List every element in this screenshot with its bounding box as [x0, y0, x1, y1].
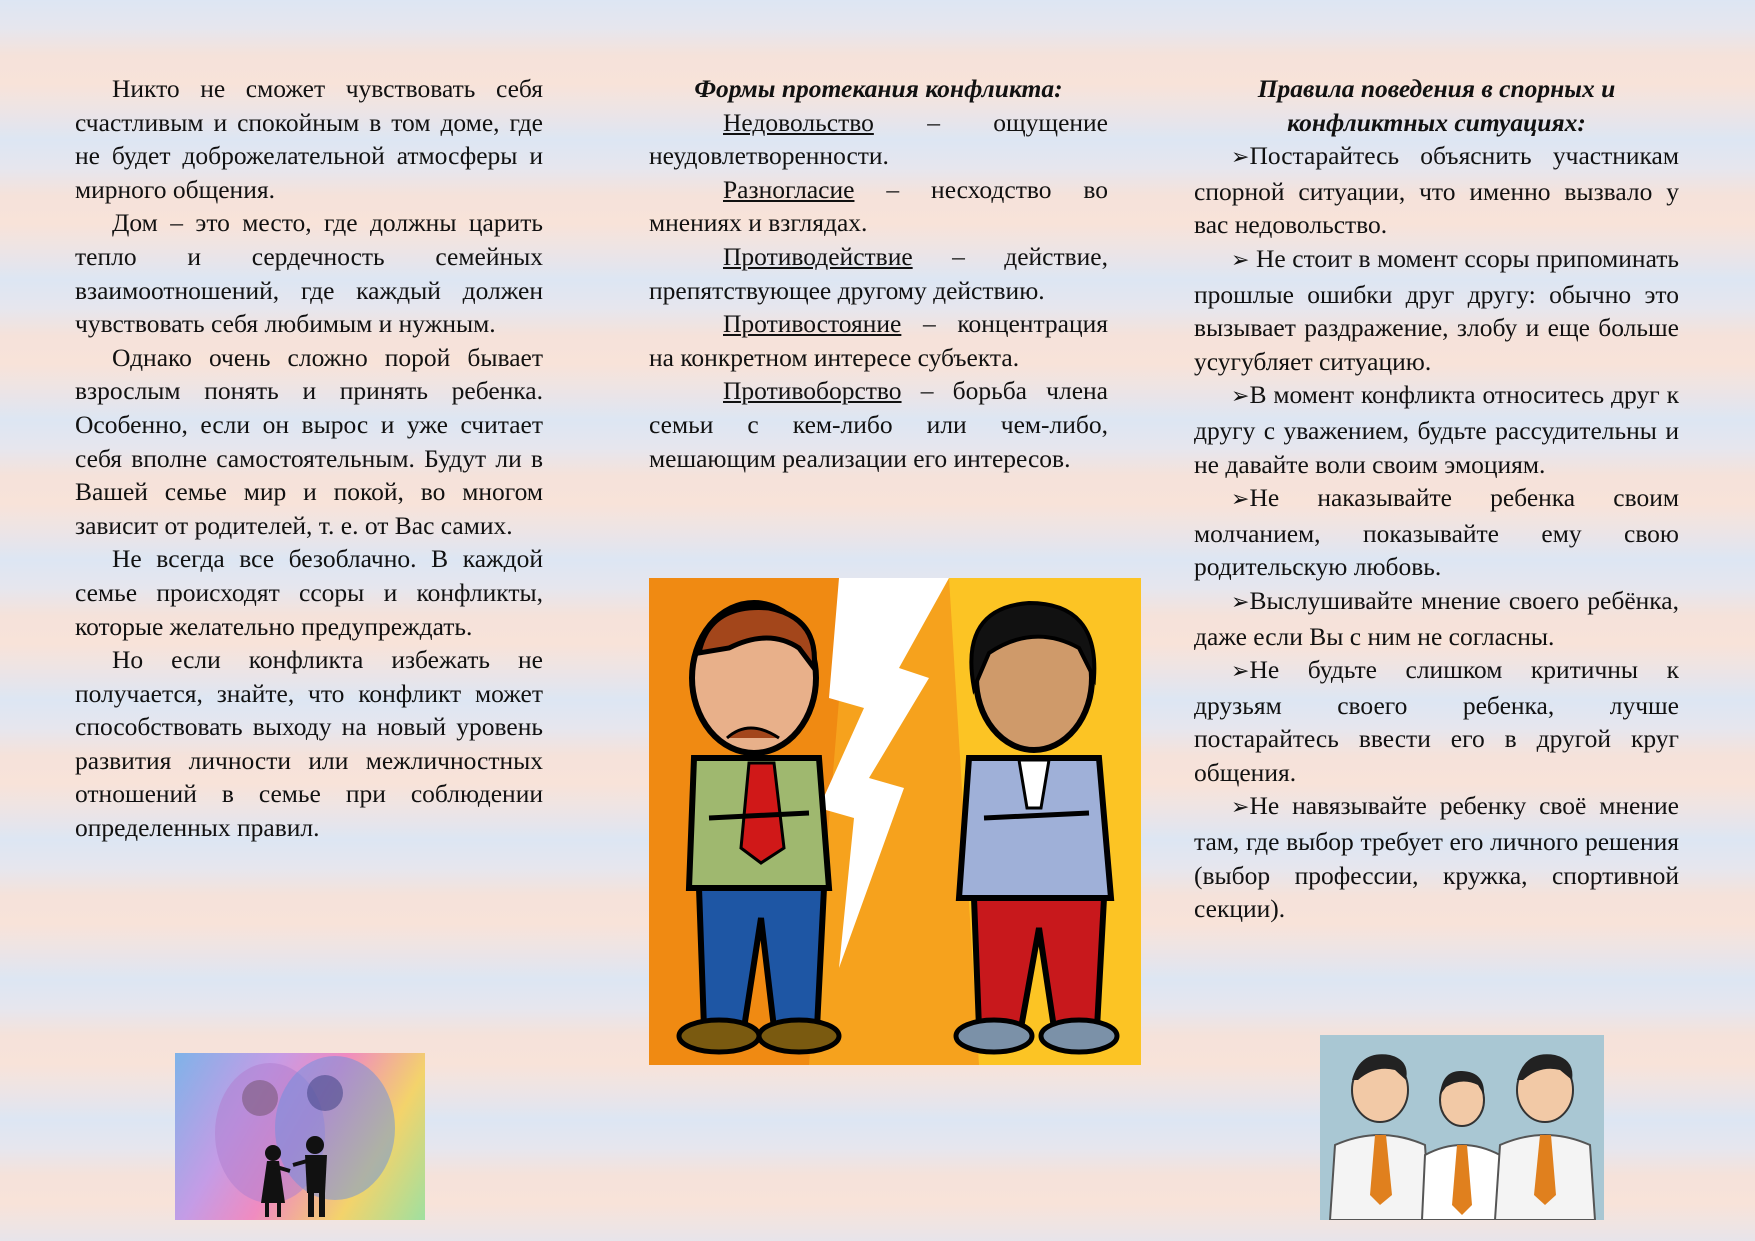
rules-heading: Правила поведения в спорных и конфликтных ситуациях: — [1257, 74, 1616, 137]
rule-item — [1194, 789, 1679, 925]
arrow-bullet-icon: ➢ — [1231, 589, 1250, 615]
arrow-bullet-icon: ➢ — [1231, 247, 1250, 273]
arrow-bullet-icon: ➢ — [1231, 145, 1250, 171]
conflict-forms-column — [649, 72, 1108, 475]
rule-item — [1194, 139, 1679, 242]
rule-text: Постарайтесь объяснить участникам спорной ситуации, что именно вызвало у вас недовольство. — [1194, 141, 1679, 240]
conflict-form-definition: – действие, препятствующее другому действию. — [649, 241, 1108, 305]
rule-text: Не стоит в момент ссоры припоминать прошлые ошибки друг другу: обычно это вызывает раздражение, злобу и еще больше усугубляет ситуацию. — [1194, 243, 1679, 376]
intro-paragraph: Никто не сможет чувствовать себя счастливым и спокойным в том доме, где не будет доброжелательной атмосферы и мирного общения. — [75, 74, 543, 204]
conflict-form-definition: – борьба члена семьи с кем-либо или чем-либо, мешающим реализации его интересов. — [649, 376, 1108, 473]
arrow-bullet-icon: ➢ — [1231, 487, 1250, 513]
rule-item — [1194, 242, 1679, 378]
intro-paragraph: Не всегда все безоблачно. В каждой семье происходят ссоры и конфликты, которые желательно предупреждать. — [75, 544, 543, 641]
arrow-bullet-icon: ➢ — [1231, 384, 1250, 410]
intro-paragraph: Однако очень сложно порой бывает взрослым понять и принять ребенка. Особенно, если он вырос и уже считает себя вполне самостоятельным. Будут ли в Вашей семье мир и покой, во многом зависит от родителей, т. е. от Вас самих. — [75, 342, 543, 540]
conflict-form-item — [649, 106, 1108, 173]
conflict-form-definition: – несходство во мнениях и взглядах. — [649, 174, 1108, 238]
conflict-form-term: Недовольство — [723, 107, 874, 137]
intro-column — [75, 72, 543, 845]
rules-column — [1194, 72, 1679, 926]
conflict-form-item — [649, 307, 1108, 374]
intro-paragraph: Дом – это место, где должны царить тепло и сердечность семейных взаимоотношений, где каждый должен чувствовать себя любимым и нужным. — [75, 208, 543, 339]
mediator-between-men-image — [1320, 1035, 1604, 1220]
rule-text: Не навязывайте ребенку своё мнение там, где выбор требует его личного решения (выбор профессии, кружка, спортивной секции). — [1194, 791, 1679, 924]
rule-text: Не будьте слишком критичны к друзьям своего ребенка, лучше постарайтесь ввести его в другой круг общения. — [1194, 655, 1679, 787]
conflict-form-term: Противостояние — [723, 309, 902, 339]
arrow-bullet-icon: ➢ — [1231, 659, 1250, 685]
conflict-form-item — [649, 240, 1108, 307]
arrow-bullet-icon: ➢ — [1231, 795, 1250, 821]
rule-item — [1194, 378, 1679, 481]
rule-text: В момент конфликта относитесь друг к другу с уважением, будьте рассудительны и не давайте воли своим эмоциям. — [1194, 380, 1679, 479]
intro-paragraph: Но если конфликта избежать не получается, знайте, что конфликт может способствовать выходу на новый уровень развития личности или межличностных отношений в семье при соблюдении определенных правил. — [75, 645, 543, 843]
rule-item — [1194, 584, 1679, 653]
rule-item — [1194, 653, 1679, 789]
rule-item — [1194, 481, 1679, 584]
conflict-form-term: Противоборство — [723, 376, 902, 406]
conflict-form-term: Разногласие — [723, 174, 855, 204]
conflict-form-item — [649, 173, 1108, 240]
rule-text: Не наказывайте ребенка своим молчанием, показывайте ему свою родительскую любовь. — [1194, 483, 1679, 582]
conflict-form-term: Противодействие — [723, 241, 913, 271]
conflict-form-item — [649, 374, 1108, 475]
conflict-form-definition: – ощущение неудовлетворенности. — [649, 107, 1108, 171]
two-men-conflict-image — [649, 578, 1141, 1065]
conflict-form-definition: – концентрация на конкретном интересе субъекта. — [649, 309, 1108, 372]
family-conflict-silhouette-image — [175, 1053, 425, 1220]
rule-text: Выслушивайте мнение своего ребёнка, даже если Вы с ним не согласны. — [1194, 585, 1679, 651]
conflict-forms-heading: Формы протекания конфликта: — [694, 74, 1063, 103]
